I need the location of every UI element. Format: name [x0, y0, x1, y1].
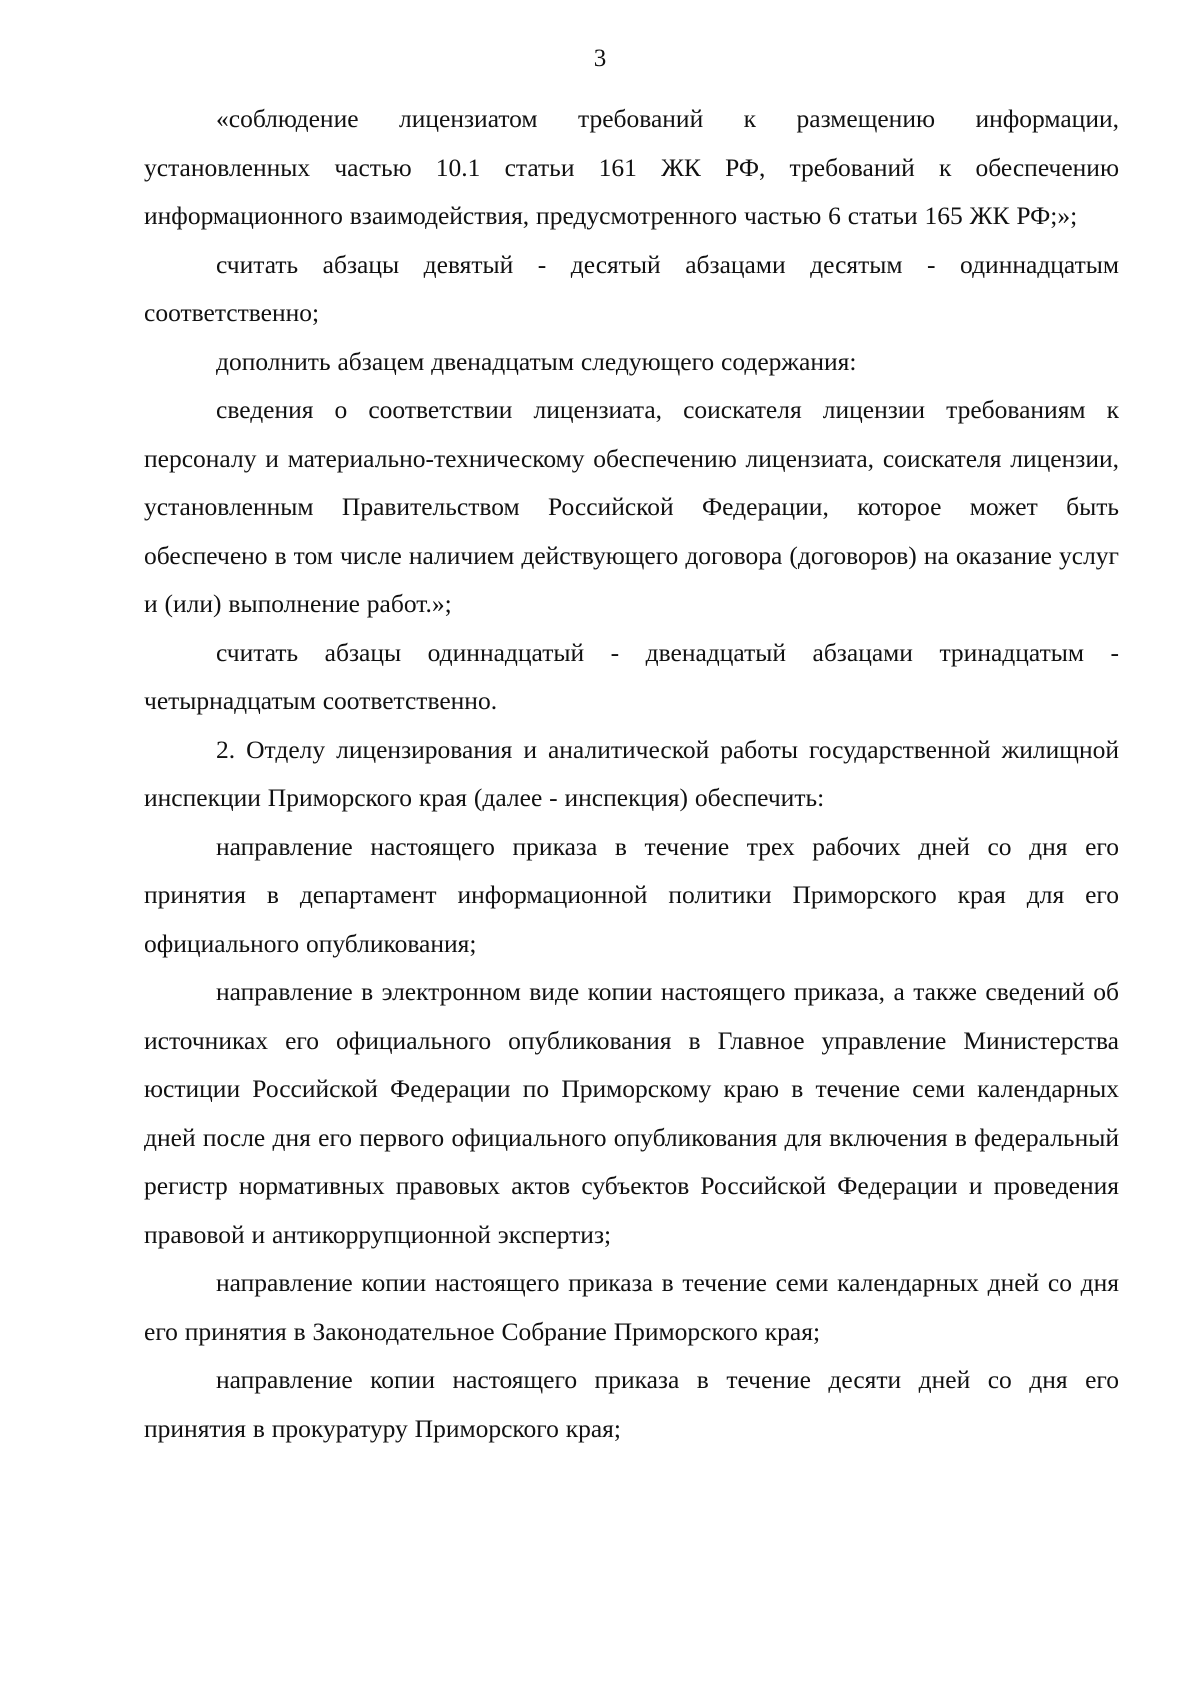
paragraph: сведения о соответствии лицензиата, соискателя лицензии требованиям к персоналу и материально-техническому обеспечению лицензиата, соискателя лицензии, установленным Правительством Российской Федерации, которое может быть обеспечено в том числе наличием действующего договора (договоров) на оказание услуг и (или) выполнение работ.»; — [144, 395, 1119, 618]
paragraph: направление копии настоящего приказа в течение семи календарных дней со дня его принятия в Законодательное Собрание Приморского края; — [144, 1268, 1119, 1346]
paragraph: дополнить абзацем двенадцатым следующего содержания: — [216, 346, 857, 376]
paragraph: считать абзацы одиннадцатый - двенадцатый абзацами тринадцатым - четырнадцатым соответственно. — [144, 637, 1119, 715]
paragraph: считать абзацы девятый - десятый абзацами десятым - одиннадцатым соответственно; — [144, 249, 1119, 327]
paragraph: направление копии настоящего приказа в течение десяти дней со дня его принятия в прокуратуру Приморского края; — [144, 1365, 1119, 1443]
paragraph: «соблюдение лицензиатом требований к размещению информации, установленных частью 10.1 статьи 161 ЖК РФ, требований к обеспечению информационного взаимодействия, предусмотренного частью 6 статьи 165 ЖК РФ;»; — [144, 104, 1119, 230]
paragraph: 2. Отделу лицензирования и аналитической работы государственной жилищной инспекции Приморского края (далее - инспекция) обеспечить: — [144, 734, 1119, 812]
document-body — [144, 95, 1119, 1453]
paragraph: направление в электронном виде копии настоящего приказа, а также сведений об источниках его официального опубликования в Главное управление Министерства юстиции Российской Федерации по Приморскому краю в течение семи календарных дней после дня его первого официального опубликования для включения в федеральный регистр нормативных правовых актов субъектов Российской Федерации и проведения правовой и антикоррупционной экспертиз; — [144, 977, 1119, 1249]
page-number: 3 — [593, 45, 607, 72]
paragraph: направление настоящего приказа в течение трех рабочих дней со дня его принятия в департамент информационной политики Приморского края для его официального опубликования; — [144, 831, 1119, 958]
